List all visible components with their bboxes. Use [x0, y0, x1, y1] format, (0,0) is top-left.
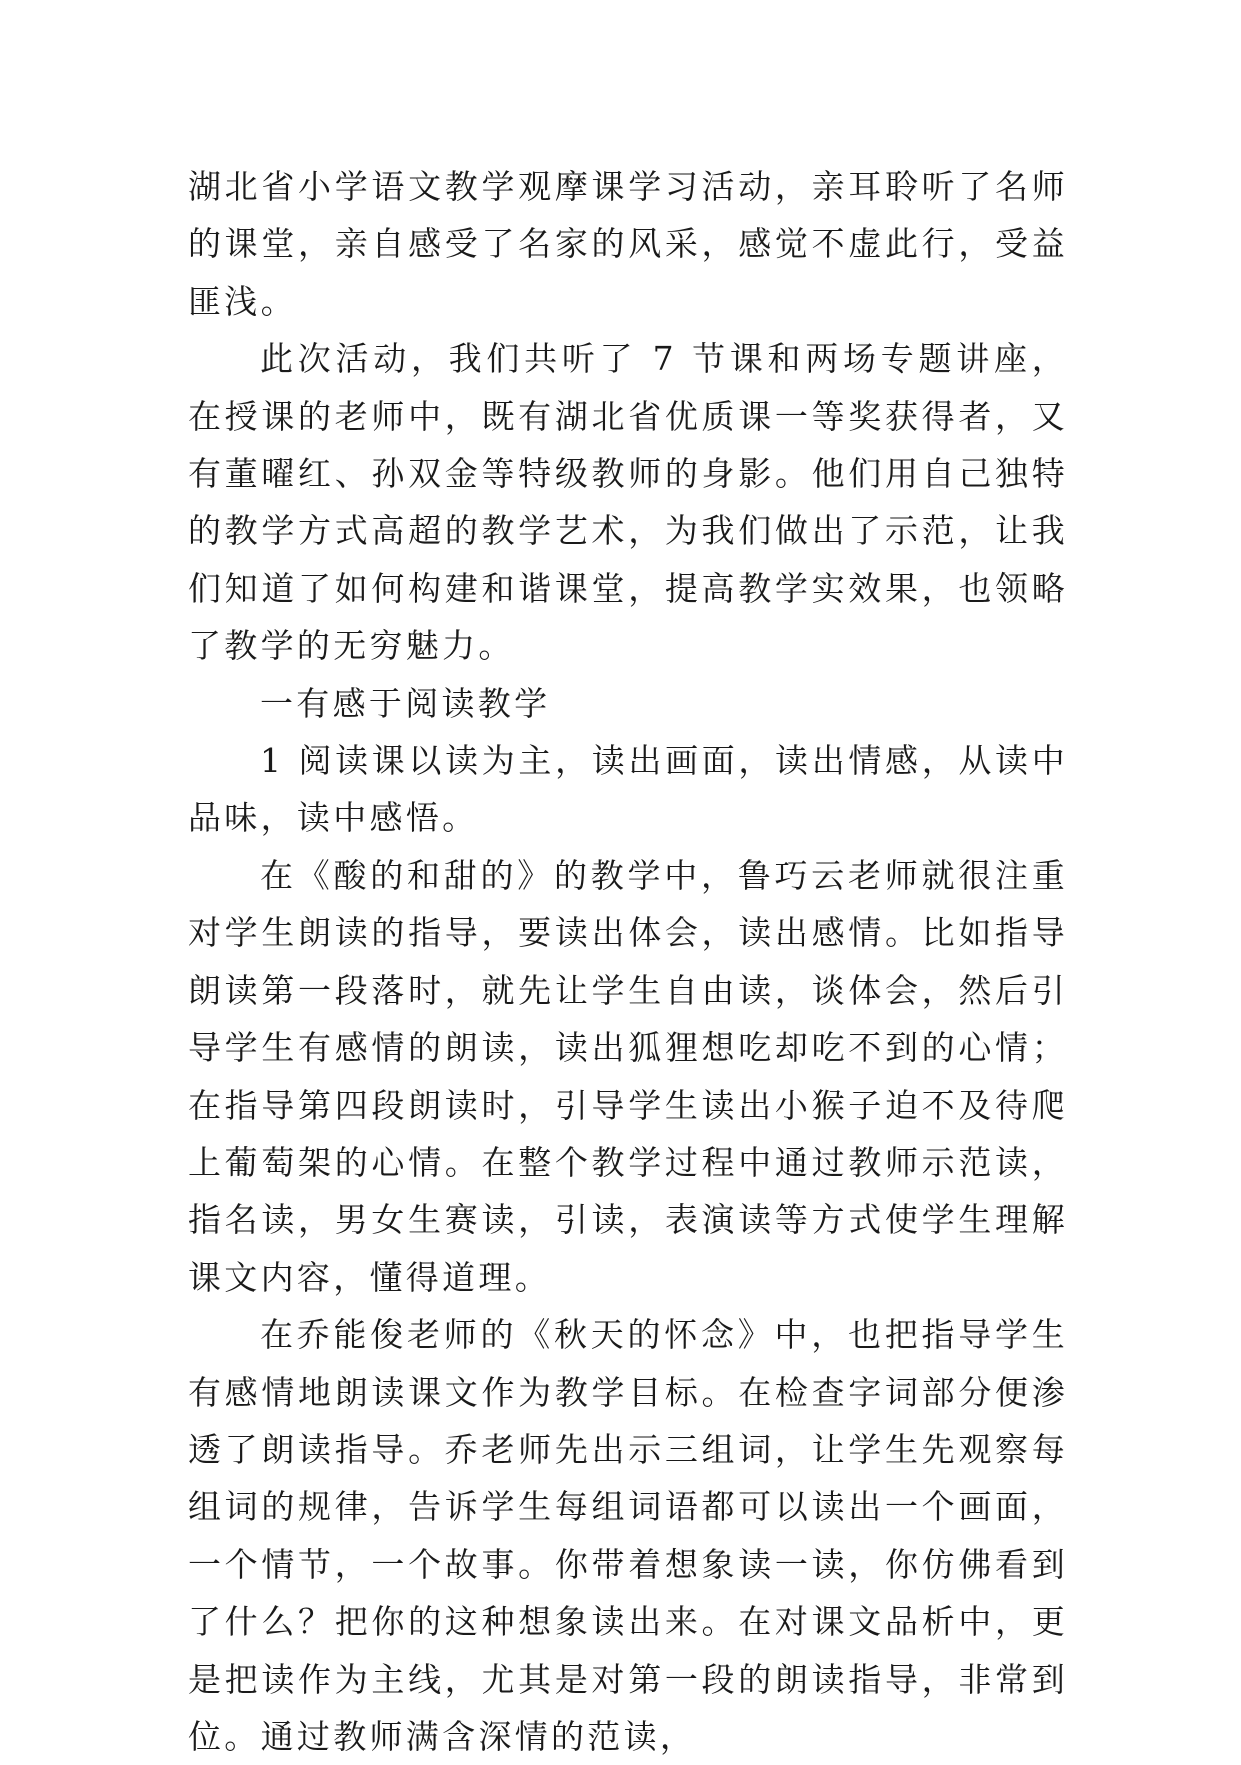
- paragraph-4: 在乔能俊老师的《秋天的怀念》中，也把指导学生有感情地朗读课文作为教学目标。在检查字词部分便渗透了朗读指导。乔老师先出示三组词，让学生先观察每组词的规律，告诉学生每组词语都可以读出一个画面，一个情节，一个故事。你带着想象读一读，你仿佛看到了什么？把你的这种想象读出来。在对课文品析中，更是把读作为主线，尤其是对第一段的朗读指导，非常到位。通过教师满含深情的范读，: [188, 1315, 1068, 1756]
- document-body: [188, 158, 1068, 1765]
- paragraph-3: 在《酸的和甜的》的教学中，鲁巧云老师就很注重对学生朗读的指导，要读出体会，读出感情。比如指导朗读第一段落时，就先让学生自由读，谈体会，然后引导学生有感情的朗读，读出狐狸想吃却吃不到的心情；在指导第四段朗读时，引导学生读出小猴子迫不及待爬上葡萄架的心情。在整个教学过程中通过教师示范读，指名读，男女生赛读，引读，表演读等方式使学生理解课文内容，懂得道理。: [188, 855, 1068, 1297]
- paragraph-2: 此次活动，我们共听了 7 节课和两场专题讲座，在授课的老师中，既有湖北省优质课一等奖获得者，又有董曜红、孙双金等特级教师的身影。他们用自己独特的教学方式高超的教学艺术，为我们做出了示范，让我们知道了如何构建和谐课堂，提高教学实效果，也领略了教学的无穷魅力。: [188, 339, 1068, 666]
- paragraph-point-1: 1 阅读课以读为主，读出画面，读出情感，从读中品味，读中感悟。: [188, 741, 1068, 838]
- section-heading: 一有感于阅读教学: [260, 683, 551, 723]
- paragraph-1: 湖北省小学语文教学观摩课学习活动，亲耳聆听了名师的课堂，亲自感受了名家的风采，感觉不虚此行，受益匪浅。: [188, 167, 1068, 321]
